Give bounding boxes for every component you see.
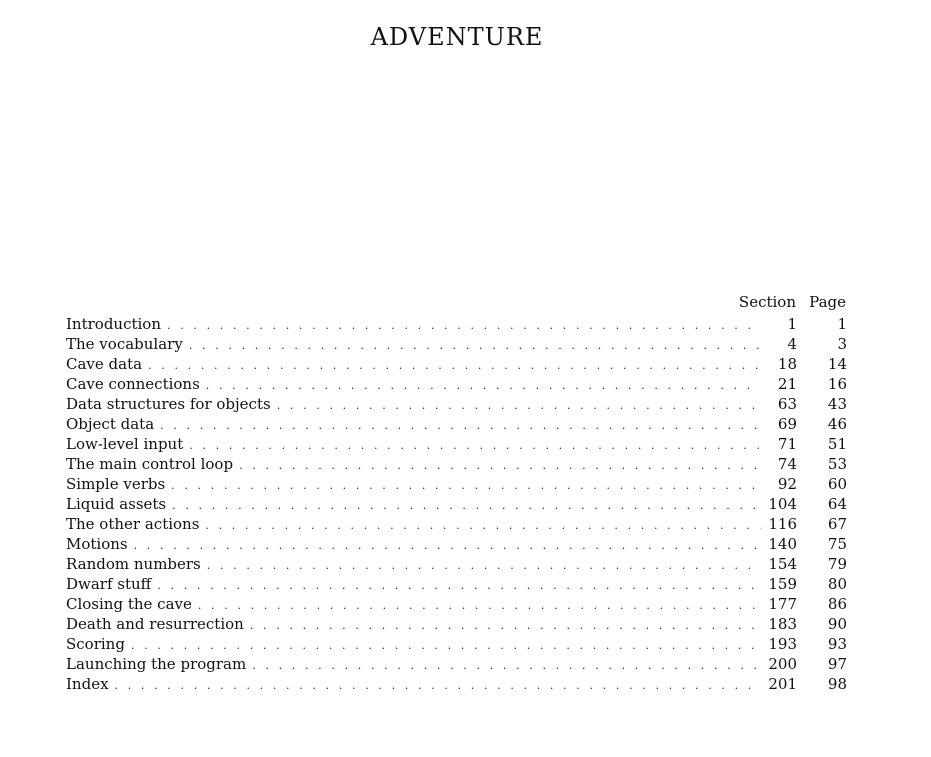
toc-entry[interactable] xyxy=(66,394,847,414)
toc-entry-page: 98 xyxy=(827,675,847,693)
toc-entry-page: 86 xyxy=(827,595,847,613)
toc-entry-section: 69 xyxy=(777,415,797,433)
toc-entry-title: Launching the program xyxy=(66,655,247,673)
toc-entry-title: Scoring xyxy=(66,635,125,653)
dot-leader xyxy=(277,396,761,416)
toc-entry-page: 43 xyxy=(827,395,847,413)
toc-entry-page: 97 xyxy=(827,655,847,673)
toc-entry-page: 53 xyxy=(827,455,847,473)
toc-entry-title: Closing the cave xyxy=(66,595,192,613)
toc-entry-section: 140 xyxy=(768,535,797,553)
dot-leader xyxy=(252,656,761,676)
toc-entry-title: Random numbers xyxy=(66,555,201,573)
page-column-header: Page xyxy=(809,293,846,311)
document-title: ADVENTURE xyxy=(370,23,544,52)
dot-leader xyxy=(167,316,761,336)
dot-leader xyxy=(131,636,761,656)
toc-entry-section: 1 xyxy=(787,315,797,333)
toc-entries xyxy=(66,314,847,694)
toc-entry[interactable] xyxy=(66,534,847,554)
dot-leader xyxy=(198,596,761,616)
toc-entry-title: Cave data xyxy=(66,355,143,373)
toc-entry-page: 67 xyxy=(827,515,847,533)
toc-entry-section: 104 xyxy=(768,495,797,513)
toc-header xyxy=(66,293,847,314)
dot-leader xyxy=(250,616,761,636)
dot-leader xyxy=(134,536,761,556)
toc-entry-section: 63 xyxy=(777,395,797,413)
toc-entry-page: 93 xyxy=(827,635,847,653)
toc-entry-title: Low-level input xyxy=(66,435,184,453)
toc-entry-section: 21 xyxy=(777,375,797,393)
toc-entry-page: 16 xyxy=(827,375,847,393)
dot-leader xyxy=(207,556,761,576)
toc-entry-title: The main control loop xyxy=(66,455,234,473)
toc-entry-title: Index xyxy=(66,675,109,693)
toc-entry-section: 71 xyxy=(777,435,797,453)
toc-entry[interactable] xyxy=(66,554,847,574)
toc-entry[interactable] xyxy=(66,634,847,654)
toc-entry-page: 80 xyxy=(827,575,847,593)
toc-entry-section: 159 xyxy=(768,575,797,593)
toc-entry[interactable] xyxy=(66,514,847,534)
dot-leader xyxy=(239,456,761,476)
dot-leader xyxy=(148,356,761,376)
toc-entry-section: 4 xyxy=(787,335,797,353)
dot-leader xyxy=(115,676,761,696)
toc-entry-title: Dwarf stuff xyxy=(66,575,152,593)
toc-entry-section: 200 xyxy=(768,655,797,673)
toc-entry[interactable] xyxy=(66,574,847,594)
toc-entry-page: 90 xyxy=(827,615,847,633)
table-of-contents xyxy=(66,293,847,694)
dot-leader xyxy=(172,496,761,516)
toc-entry[interactable] xyxy=(66,654,847,674)
toc-entry[interactable] xyxy=(66,494,847,514)
toc-entry[interactable] xyxy=(66,374,847,394)
toc-entry-section: 18 xyxy=(777,355,797,373)
toc-entry-section: 201 xyxy=(768,675,797,693)
dot-leader xyxy=(206,376,761,396)
toc-entry[interactable] xyxy=(66,674,847,694)
toc-entry-page: 3 xyxy=(837,335,847,353)
toc-entry-title: The vocabulary xyxy=(66,335,183,353)
toc-entry-section: 193 xyxy=(768,635,797,653)
toc-entry-section: 177 xyxy=(768,595,797,613)
dot-leader xyxy=(160,416,761,436)
toc-entry[interactable] xyxy=(66,474,847,494)
toc-entry-section: 92 xyxy=(777,475,797,493)
dot-leader xyxy=(157,576,761,596)
toc-entry-page: 79 xyxy=(827,555,847,573)
toc-entry-page: 64 xyxy=(827,495,847,513)
toc-entry[interactable] xyxy=(66,414,847,434)
toc-entry-page: 60 xyxy=(827,475,847,493)
toc-entry-page: 14 xyxy=(827,355,847,373)
toc-entry-title: Motions xyxy=(66,535,128,553)
toc-entry-title: The other actions xyxy=(66,515,200,533)
toc-entry-title: Simple verbs xyxy=(66,475,166,493)
toc-entry-title: Death and resurrection xyxy=(66,615,244,633)
toc-entry[interactable] xyxy=(66,614,847,634)
dot-leader xyxy=(189,436,761,456)
toc-entry[interactable] xyxy=(66,314,847,334)
toc-entry-page: 46 xyxy=(827,415,847,433)
toc-entry[interactable] xyxy=(66,334,847,354)
toc-entry-section: 116 xyxy=(768,515,797,533)
toc-entry[interactable] xyxy=(66,354,847,374)
toc-entry-title: Object data xyxy=(66,415,155,433)
toc-entry[interactable] xyxy=(66,454,847,474)
toc-entry-page: 1 xyxy=(837,315,847,333)
toc-entry-title: Liquid assets xyxy=(66,495,167,513)
toc-entry[interactable] xyxy=(66,594,847,614)
toc-entry-section: 74 xyxy=(777,455,797,473)
toc-entry-page: 75 xyxy=(827,535,847,553)
toc-entry-section: 183 xyxy=(768,615,797,633)
dot-leader xyxy=(171,476,761,496)
section-column-header: Section xyxy=(738,293,796,311)
toc-entry[interactable] xyxy=(66,434,847,454)
toc-entry-title: Data structures for objects xyxy=(66,395,271,413)
toc-entry-page: 51 xyxy=(827,435,847,453)
toc-entry-title: Cave connections xyxy=(66,375,200,393)
dot-leader xyxy=(205,516,761,536)
dot-leader xyxy=(189,336,761,356)
toc-entry-title: Introduction xyxy=(66,315,161,333)
toc-entry-section: 154 xyxy=(768,555,797,573)
